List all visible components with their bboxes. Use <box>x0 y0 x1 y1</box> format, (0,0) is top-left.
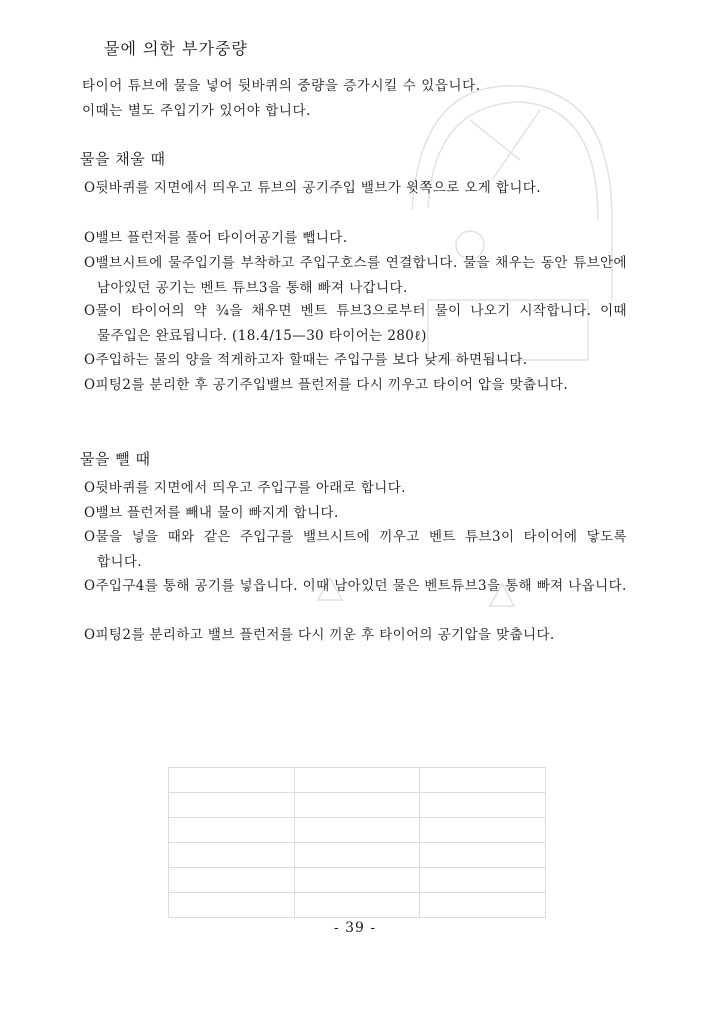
drain-step-item: O주입구4를 통해 공기를 넣읍니다. 이때 남아있던 물은 벤트튜브3을 통해 빠져 나옵니다. <box>84 578 627 594</box>
fill-step-item: O뒷바퀴를 지면에서 띄우고 튜브의 공기주입 밸브가 윗쪽으로 오게 합니다. <box>84 180 541 196</box>
intro-line: 이때는 별도 주입기가 있어야 합니다. <box>82 103 312 119</box>
intro-line: 타이어 튜브에 물을 넣어 뒷바퀴의 중량을 증가시킬 수 있읍니다. <box>82 78 481 94</box>
fill-step-item: O밸브시트에 물주입기를 부착하고 주입구호스를 연결합니다. 물을 채우는 동안 튜브안에 남아있던 공기는 벤트 튜브3을 통해 빠져 나갑니다. <box>84 255 627 296</box>
fill-step-item: O물이 타이어의 약 ¾을 채우면 벤트 튜브3으로부터 물이 나오기 시작합니다. 이때 물주입은 완료됩니다. (18.4/15—30 타이어는 280ℓ) <box>84 303 627 344</box>
fill-step-item: O밸브 플런저를 풀어 타이어공기를 뺍니다. <box>84 230 348 246</box>
fill-step-item: O주입하는 물의 양을 적게하고자 할때는 주입구를 보다 낮게 하면됩니다. <box>84 352 528 368</box>
drain-step-item: O물을 넣을 때와 같은 주입구를 밸브시트에 끼우고 벤트 튜브3이 타이어에 닿도록 합니다. <box>84 529 627 570</box>
drain-section-heading: 물을 뺄 때 <box>80 450 151 468</box>
reverse-side-table <box>168 767 546 918</box>
drain-step-item: O피팅2를 분리하고 밸브 플런저를 다시 끼운 후 타이어의 공기압을 맞춥니다. <box>84 627 555 643</box>
drain-step-item: O밸브 플런저를 빼내 물이 빠지게 합니다. <box>84 505 339 521</box>
page-title: 물에 의한 부가중량 <box>104 39 248 58</box>
drain-step-item: O뒷바퀴를 지면에서 띄우고 주입구를 아래로 합니다. <box>84 480 406 496</box>
page-number: - 39 - <box>333 920 377 936</box>
fill-step-item: O피팅2를 분리한 후 공기주입밸브 플런저를 다시 끼우고 타이어 압을 맞춥니다. <box>84 377 569 393</box>
fill-section-heading: 물을 채울 때 <box>80 150 166 168</box>
